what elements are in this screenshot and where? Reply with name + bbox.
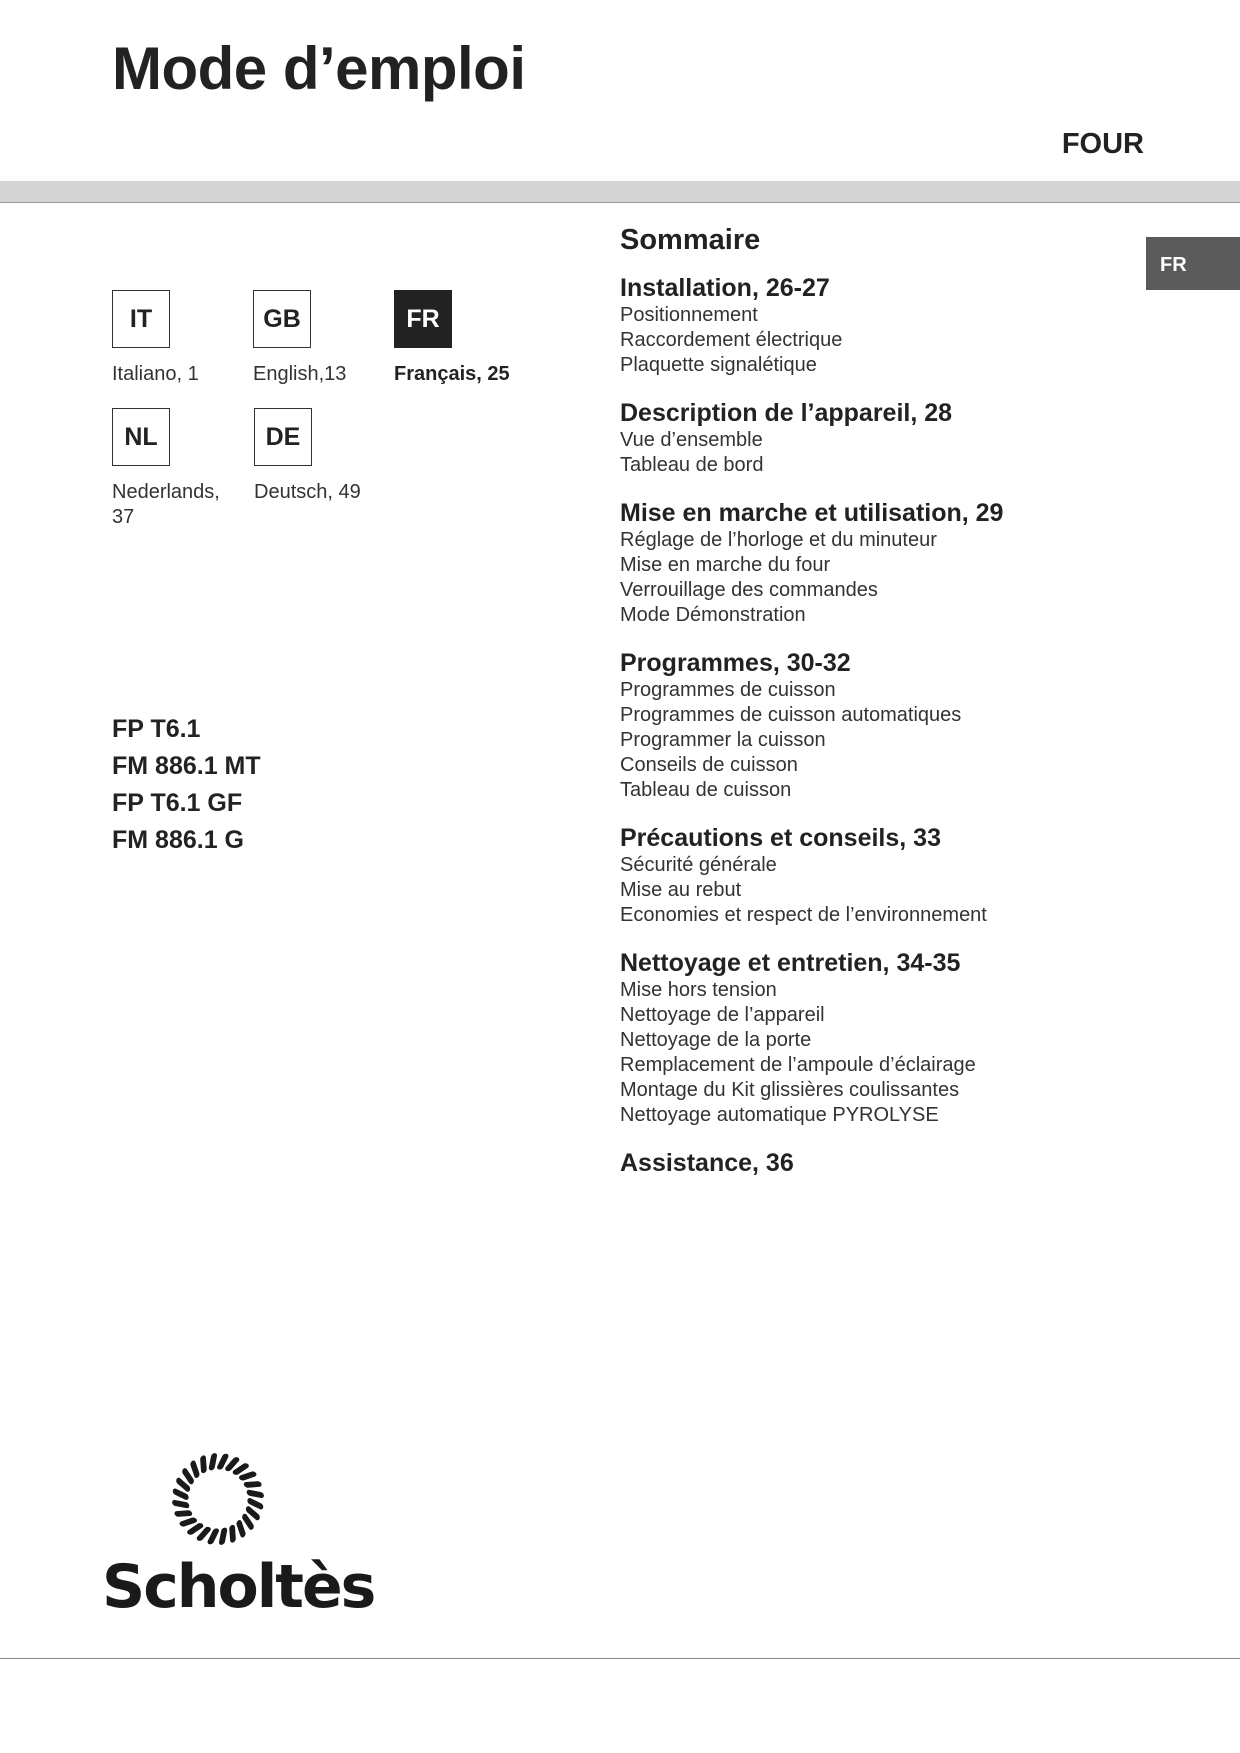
toc-item: Remplacement de l’ampoule d’éclairage	[620, 1054, 976, 1076]
lang-label-active: Français, 25	[394, 363, 510, 385]
model-name: FM 886.1 MT	[112, 752, 261, 780]
page-title: Mode d’emploi	[112, 35, 526, 102]
toc-title: Sommaire	[620, 224, 761, 256]
brand-name: Scholtès	[102, 1552, 375, 1622]
lang-label: Nederlands, 37	[112, 481, 220, 528]
footer-rule	[0, 1658, 1240, 1659]
toc-section-nettoyage	[620, 948, 1020, 1128]
product-type: FOUR	[1061, 128, 1144, 160]
toc-item: Plaquette signalétique	[620, 354, 817, 376]
toc-item: Mise en marche du four	[620, 554, 831, 576]
toc-heading: Programmes, 30-32	[620, 649, 851, 677]
lang-code-box: DE	[254, 408, 312, 466]
toc-item: Programmer la cuisson	[620, 729, 826, 751]
sunburst-logo-icon	[168, 1449, 268, 1549]
toc-item: Raccordement électrique	[620, 329, 843, 351]
lang-item-nl[interactable]	[112, 408, 242, 530]
lang-code-box-active: FR	[394, 290, 452, 348]
toc-item: Vue d’ensemble	[620, 429, 763, 451]
toc-heading: Nettoyage et entretien, 34-35	[620, 949, 961, 977]
toc-item: Programmes de cuisson automatiques	[620, 704, 962, 726]
toc-item: Nettoyage de l’appareil	[620, 1004, 825, 1026]
lang-item-gb[interactable]	[253, 290, 383, 387]
toc-item: Conseils de cuisson	[620, 754, 798, 776]
toc-item: Réglage de l’horloge et du minuteur	[620, 529, 937, 551]
lang-item-de[interactable]	[254, 408, 384, 505]
toc-section-description	[620, 398, 1020, 478]
toc-heading: Installation, 26-27	[620, 274, 830, 302]
toc-item: Programmes de cuisson	[620, 679, 836, 701]
lang-code-box: IT	[112, 290, 170, 348]
toc-section-assistance	[620, 1148, 1020, 1178]
lang-item-it[interactable]	[112, 290, 242, 387]
toc-heading: Précautions et conseils, 33	[620, 824, 941, 852]
toc-item: Sécurité générale	[620, 854, 777, 876]
table-of-contents	[620, 224, 1020, 1198]
header-bar	[0, 181, 1240, 203]
toc-item: Tableau de bord	[620, 454, 764, 476]
language-side-tab: FR	[1146, 237, 1240, 290]
lang-label: Italiano, 1	[112, 363, 199, 385]
toc-item: Mode Démonstration	[620, 604, 806, 626]
toc-item: Mise hors tension	[620, 979, 777, 1001]
lang-code-box: GB	[253, 290, 311, 348]
toc-item: Verrouillage des commandes	[620, 579, 878, 601]
toc-item: Montage du Kit glissières coulissantes	[620, 1079, 960, 1101]
toc-section-mise-en-marche	[620, 498, 1020, 628]
toc-section-installation	[620, 273, 1020, 378]
toc-heading: Assistance, 36	[620, 1149, 794, 1177]
toc-heading: Description de l’appareil, 28	[620, 399, 953, 427]
model-name: FP T6.1 GF	[112, 789, 243, 817]
model-name: FM 886.1 G	[112, 826, 244, 854]
toc-section-programmes	[620, 648, 1020, 803]
lang-item-fr[interactable]	[394, 290, 544, 387]
toc-item: Nettoyage de la porte	[620, 1029, 812, 1051]
toc-item: Tableau de cuisson	[620, 779, 792, 801]
toc-item: Nettoyage automatique PYROLYSE	[620, 1104, 939, 1126]
model-name: FP T6.1	[112, 715, 201, 743]
lang-code-box: NL	[112, 408, 170, 466]
toc-heading: Mise en marche et utilisation, 29	[620, 499, 1004, 527]
toc-section-precautions	[620, 823, 1020, 928]
toc-item: Positionnement	[620, 304, 758, 326]
toc-item: Mise au rebut	[620, 879, 742, 901]
lang-label: Deutsch, 49	[254, 481, 361, 503]
lang-label: English,13	[253, 363, 347, 385]
model-list	[112, 711, 261, 859]
toc-item: Economies et respect de l’environnement	[620, 904, 987, 926]
